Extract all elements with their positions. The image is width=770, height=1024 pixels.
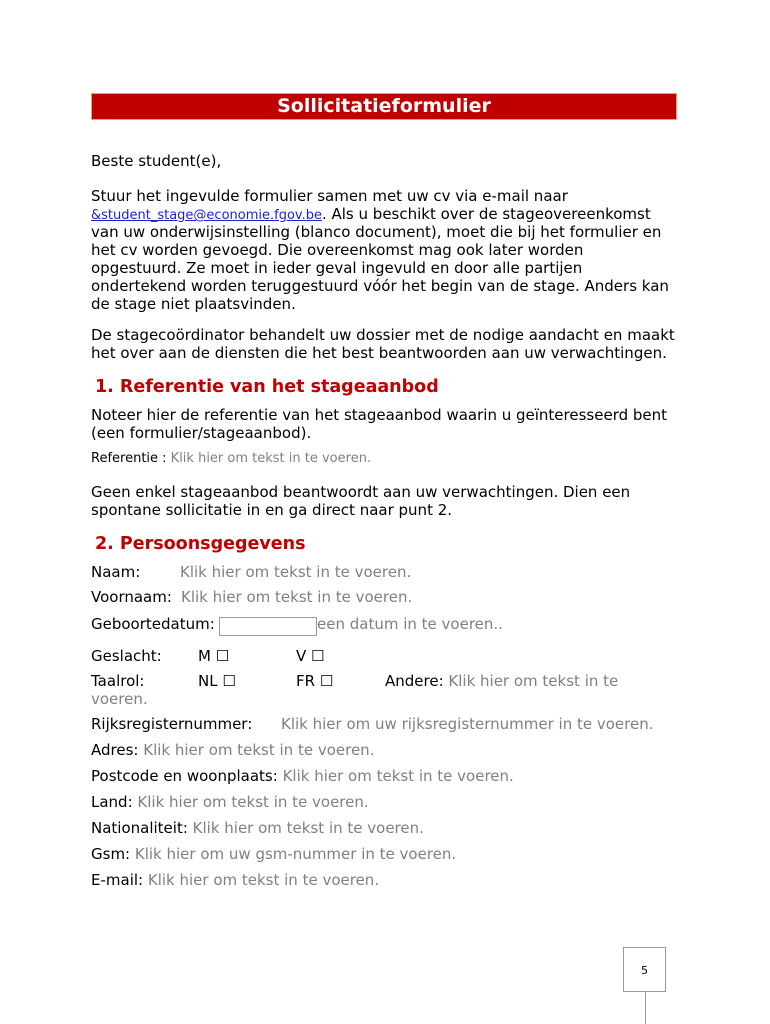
land-row: [91, 793, 369, 811]
taalrol-label: Taalrol:: [91, 672, 145, 690]
section-1-none-line-1: Geen enkel stageaanbod beantwoordt aan uw verwachtingen. Dien een: [91, 483, 631, 501]
geslacht-v-checkbox[interactable]: V ☐: [296, 647, 325, 665]
intro-line-2-rest: . Als u beschikt over de stageovereenkomst: [321, 205, 651, 223]
referentie-label: Referentie :: [91, 451, 171, 466]
intro-line-3: van uw onderwijsinstelling (blanco document), moet die bij het formulier en: [91, 223, 662, 241]
intro-line-4: het cv worden gevoegd. Die overeenkomst mag ook later worden: [91, 241, 584, 259]
coordinator-line-2: het over aan de diensten die het best beantwoorden aan uw verwachtingen.: [91, 344, 667, 362]
greeting: Beste student(e),: [91, 152, 222, 170]
nationaliteit-field[interactable]: Klik hier om tekst in te voeren.: [192, 819, 424, 837]
section-1-line-2: (een formulier/stageaanbod).: [91, 424, 312, 442]
rijksregisternummer-field[interactable]: Klik hier om uw rijksregisternummer in te voeren.: [281, 715, 654, 733]
geboortedatum-date-picker[interactable]: [219, 617, 317, 636]
email-row: [91, 871, 379, 889]
voornaam-field[interactable]: Klik hier om tekst in te voeren.: [181, 588, 413, 606]
andere-field-continued[interactable]: voeren.: [91, 690, 148, 708]
postcode-label: Postcode en woonplaats:: [91, 767, 283, 785]
nationaliteit-row: [91, 819, 424, 837]
section-1-none-line-2: spontane sollicitatie in en ga direct naar punt 2.: [91, 501, 453, 519]
naam-field[interactable]: Klik hier om tekst in te voeren.: [180, 563, 412, 581]
email-field[interactable]: Klik hier om tekst in te voeren.: [147, 871, 380, 889]
geboortedatum-label: Geboortedatum:: [91, 615, 215, 633]
geslacht-label: Geslacht:: [91, 647, 162, 665]
intro-line-7: de stage niet plaatsvinden.: [91, 295, 296, 313]
adres-field[interactable]: Klik hier om tekst in te voeren.: [143, 741, 375, 759]
gsm-field[interactable]: Klik hier om uw gsm-nummer in te voeren.: [134, 845, 457, 863]
section-2-heading: 2. Persoonsgegevens: [95, 534, 306, 554]
taalrol-fr-checkbox[interactable]: FR ☐: [296, 672, 334, 690]
form-title: Sollicitatieformulier: [91, 93, 677, 120]
coordinator-line-1: De stagecoördinator behandelt uw dossier met de nodige aandacht en maakt: [91, 326, 675, 344]
andere-row: [385, 672, 618, 690]
naam-label: Naam:: [91, 563, 141, 581]
referentie-field[interactable]: Klik hier om tekst in te voeren.: [170, 451, 372, 466]
taalrol-nl-checkbox[interactable]: NL ☐: [198, 672, 236, 690]
geboortedatum-field[interactable]: een datum in te voeren..: [317, 615, 503, 633]
nationaliteit-label: Nationaliteit:: [91, 819, 193, 837]
andere-label: Andere:: [385, 672, 449, 690]
gsm-row: [91, 845, 456, 863]
intro-line-2: [91, 205, 651, 225]
geslacht-m-checkbox[interactable]: M ☐: [198, 647, 230, 665]
section-1-line-1: Noteer hier de referentie van het stageaanbod waarin u geïnteresseerd bent: [91, 406, 668, 424]
land-field[interactable]: Klik hier om tekst in te voeren.: [137, 793, 369, 811]
referentie-row: [91, 450, 371, 468]
intro-line-6: ondertekend worden teruggestuurd vóór het begin van de stage. Anders kan: [91, 277, 669, 295]
postcode-field[interactable]: Klik hier om tekst in te voeren.: [282, 767, 514, 785]
intro-line-5: opgestuurd. Ze moet in ieder geval ingevuld en door alle partijen: [91, 259, 583, 277]
adres-label: Adres:: [91, 741, 144, 759]
intro-line-1: Stuur het ingevulde formulier samen met uw cv via e-mail naar: [91, 187, 568, 205]
postcode-row: [91, 767, 514, 785]
page-number-line: [645, 992, 646, 1024]
gsm-label: Gsm:: [91, 845, 135, 863]
email-label: E-mail:: [91, 871, 148, 889]
land-label: Land:: [91, 793, 138, 811]
voornaam-label: Voornaam:: [91, 588, 172, 606]
section-1-heading: 1. Referentie van het stageaanbod: [95, 377, 439, 397]
andere-field[interactable]: Klik hier om tekst in te: [448, 672, 619, 690]
rijksregisternummer-label: Rijksregisternummer:: [91, 715, 253, 733]
page-number: 5: [623, 947, 666, 992]
adres-row: [91, 741, 374, 759]
email-link[interactable]: &student_stage@economie.fgov.be: [91, 208, 322, 223]
